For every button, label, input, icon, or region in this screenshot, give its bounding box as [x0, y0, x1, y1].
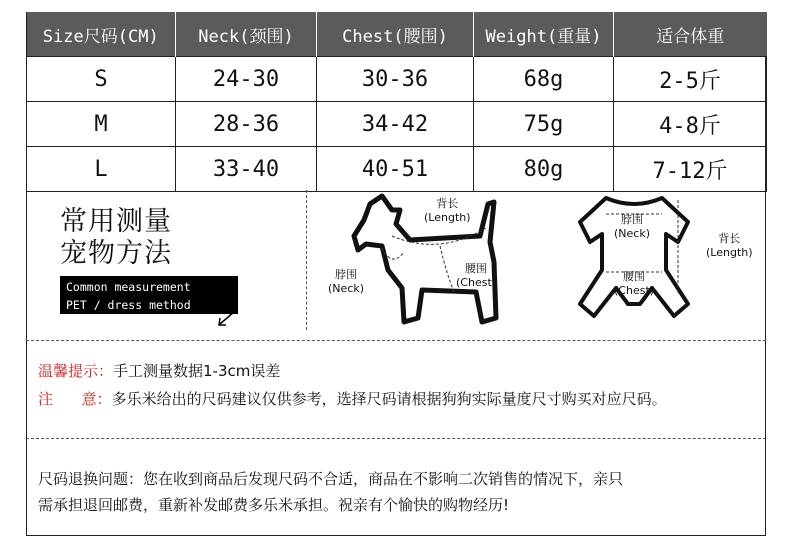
- method-en-line2: PET / dress method: [66, 298, 191, 312]
- cell-chest: 40-51: [317, 147, 474, 192]
- cell-fit-weight: 4-8斤: [614, 102, 767, 147]
- cell-size: M: [27, 102, 176, 147]
- tip-text: 手工测量数据1-3cm误差: [113, 362, 281, 380]
- exchange-policy: [38, 466, 738, 518]
- cell-weight: 68g: [474, 57, 614, 102]
- note-label: 注 意：: [38, 390, 112, 408]
- dog-chest-label: 腰围 (Chest): [456, 262, 497, 289]
- divider-bottom: [26, 438, 766, 439]
- cell-neck: 28-36: [176, 102, 317, 147]
- size-table: [26, 12, 767, 192]
- dog-neck-label: 脖围 (Neck): [328, 268, 364, 295]
- cell-size: S: [27, 57, 176, 102]
- header-neck: Neck(颈围): [176, 12, 317, 57]
- table-row: [27, 147, 767, 192]
- method-title: [60, 206, 172, 270]
- cell-neck: 33-40: [176, 147, 317, 192]
- cell-size: L: [27, 147, 176, 192]
- table-row: [27, 57, 767, 102]
- garment-neck-label: 脖围 (Neck): [614, 213, 650, 240]
- table-row: [27, 102, 767, 147]
- cell-fit-weight: 7-12斤: [614, 147, 767, 192]
- method-title-line1: 常用测量: [60, 206, 172, 237]
- garment-chest-label: 腰围 (Chest): [614, 270, 655, 297]
- header-chest: Chest(腰围): [317, 12, 474, 57]
- tip-label: 温馨提示：: [38, 362, 114, 380]
- cell-neck: 24-30: [176, 57, 317, 102]
- exchange-line2: 需承担退回邮费，重新补发邮费多乐米承担。祝亲有个愉快的购物经历!: [38, 496, 510, 514]
- method-en-line1: Common measurement: [66, 280, 191, 294]
- size-table-header: [27, 12, 767, 57]
- header-weight: Weight(重量): [474, 12, 614, 57]
- header-size: Size尺码(CM): [27, 12, 176, 57]
- cell-chest: 30-36: [317, 57, 474, 102]
- arrow-icon: [214, 310, 238, 330]
- cell-weight: 75g: [474, 102, 614, 147]
- exchange-line1: 尺码退换问题：您在收到商品后发现尺码不合适，商品在不影响二次销售的情况下，亲只: [38, 470, 624, 488]
- divider-top: [26, 340, 766, 341]
- method-english-box: [60, 276, 238, 314]
- note-line: [38, 388, 667, 409]
- cell-weight: 80g: [474, 147, 614, 192]
- header-fit-weight: 适合体重: [614, 12, 767, 57]
- cell-chest: 34-42: [317, 102, 474, 147]
- note-text: 多乐米给出的尺码建议仅供参考，选择尺码请根据狗狗实际量度尺寸购买对应尺码。: [111, 390, 667, 408]
- cell-fit-weight: 2-5斤: [614, 57, 767, 102]
- dog-length-label: 背长 (Length): [424, 197, 471, 224]
- method-title-line2: 宠物方法: [60, 238, 172, 269]
- garment-length-label: 背长 (Length): [706, 232, 753, 259]
- section-divider: [306, 190, 307, 330]
- tip-line: [38, 360, 280, 381]
